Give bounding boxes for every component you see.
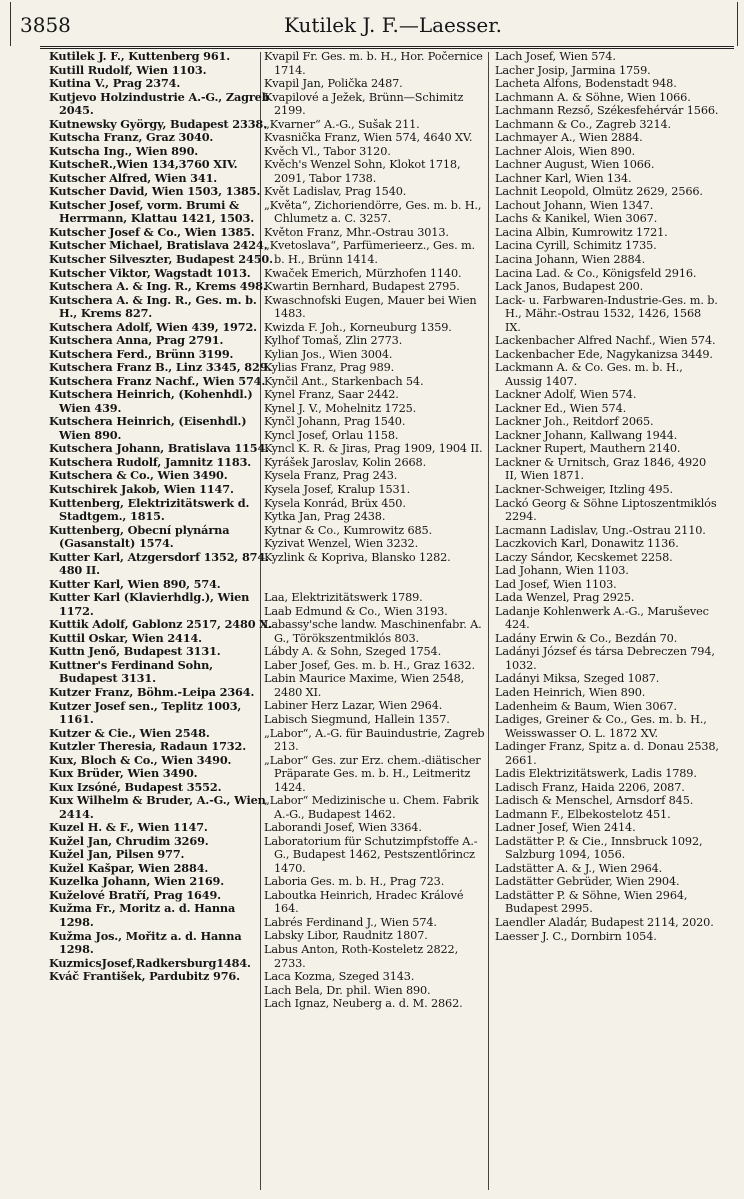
directory-entry: Kutzer & Cie., Wien 2548. bbox=[49, 725, 210, 740]
directory-entry: Ladmann F., Elbekostelotz 451. bbox=[495, 807, 671, 821]
directory-entry: Kux, Bloch & Co., Wien 3490. bbox=[49, 752, 232, 767]
directory-entry: Kužma Fr., Moritz a. d. Hanna 1298. bbox=[49, 901, 236, 929]
directory-entry: Kutter Karl (Klavierhdlg.), Wien 1172. bbox=[49, 590, 250, 618]
directory-entry: Labsky Libor, Raudnitz 1807. bbox=[264, 929, 428, 943]
directory-entry: Kvasnička Franz, Wien 574, 4640 XV. bbox=[264, 131, 473, 145]
directory-entry: Kyncl Josef, Orlau 1158. bbox=[264, 428, 399, 442]
directory-entry: Laber Josef, Ges. m. b. H., Graz 1632. bbox=[264, 658, 475, 672]
directory-entry: Lachmayer A., Wien 2884. bbox=[495, 131, 643, 145]
directory-entry: Kuželové Bratří, Prag 1649. bbox=[49, 887, 221, 902]
directory-entry: Kutscher Josef, vorm. Brumi & Herrmann, Klattau 1421, 1503. bbox=[49, 197, 254, 226]
directory-entry: „Labor“ Medizinische u. Chem. Fabrik A.-G., Budapest 1462. bbox=[264, 794, 479, 821]
directory-entry: Lad Josef, Wien 1103. bbox=[495, 577, 617, 591]
directory-entry: Kuttn Jenő, Budapest 3131. bbox=[49, 644, 221, 659]
directory-entry: Kysela Josef, Kralup 1531. bbox=[264, 483, 411, 496]
directory-entry: Lachner August, Wien 1066. bbox=[495, 158, 655, 172]
directory-entry: „Květa“, Zichoriendörre, Ges. m. b. H., Chlumetz a. C. 3257. bbox=[264, 198, 482, 226]
directory-entry: Lackner Joh., Reitdorf 2065. bbox=[495, 415, 654, 429]
directory-entry: Lábdy A. & Sohn, Szeged 1754. bbox=[264, 645, 442, 659]
directory-entry: Kutschera Adolf, Wien 439, 1972. bbox=[49, 319, 257, 334]
directory-entry: Lach Josef, Wien 574. bbox=[495, 50, 616, 63]
directory-entry: Ladner Josef, Wien 2414. bbox=[495, 821, 636, 835]
header-rule bbox=[40, 48, 734, 49]
directory-entry: Kwaschnofski Eugen, Mauer bei Wien 1483. bbox=[264, 293, 477, 321]
directory-entry: Kutzler Theresia, Radaun 1732. bbox=[49, 739, 246, 754]
directory-entry: Kutschera A. & Ing. R., Ges. m. b. H., Krems 827. bbox=[49, 292, 257, 321]
directory-entry: „Kvetoslava“, Parfümerieerz., Ges. m. b. H., Brünn 1414. bbox=[264, 239, 475, 266]
directory-entry: Kyzivat Wenzel, Wien 3232. bbox=[264, 537, 419, 551]
directory-entry: Kutschera A. & Ing. R., Krems 498. bbox=[49, 279, 267, 294]
directory-column-1 bbox=[47, 50, 273, 1192]
directory-entry: Kutschera & Co., Wien 3490. bbox=[49, 468, 228, 483]
directory-entry: Kutscher David, Wien 1503, 1385. bbox=[49, 184, 261, 199]
directory-entry: Kutzer Franz, Böhm.-Leipa 2364. bbox=[49, 684, 255, 699]
directory-entry: Kynčil Ant., Starkenbach 54. bbox=[264, 374, 424, 388]
directory-entry: Lachmann & Co., Zagreb 3214. bbox=[495, 117, 671, 131]
directory-entry: Laesser J. C., Dornbirn 1054. bbox=[495, 929, 657, 943]
directory-entry: Ladányi József és társa Debreczen 794, 1032. bbox=[495, 645, 715, 672]
left-margin-line bbox=[10, 2, 11, 46]
directory-entry: Kutscher Alfred, Wien 341. bbox=[49, 170, 218, 185]
directory-entry: Kwartin Bernhard, Budapest 2795. bbox=[264, 280, 460, 294]
directory-entry: Kynel Franz, Saar 2442. bbox=[264, 388, 399, 402]
directory-entry: Kuzelka Johann, Wien 2169. bbox=[49, 874, 225, 889]
directory-entry: Kužel Jan, Pilsen 977. bbox=[49, 847, 185, 862]
directory-entry: Kutilek J. F., Kuttenberg 961. bbox=[49, 50, 231, 63]
directory-entry: Kwaček Emerich, Mürzhofen 1140. bbox=[264, 266, 462, 280]
directory-entry: Kuttil Oskar, Wien 2414. bbox=[49, 630, 202, 645]
directory-entry: Kuttik Adolf, Gablonz 2517, 2480 X. bbox=[49, 617, 272, 632]
section-gap bbox=[262, 564, 488, 591]
directory-entry: Lacina Lad. & Co., Königsfeld 2916. bbox=[495, 266, 697, 280]
directory-entry: Kutill Rudolf, Wien 1103. bbox=[49, 62, 207, 77]
directory-entry: Labus Anton, Roth-Kosteletz 2822, 2733. bbox=[264, 943, 459, 970]
directory-entry: Laab Edmund & Co., Wien 3193. bbox=[264, 604, 448, 618]
directory-entry: Kytnar & Co., Kumrowitz 685. bbox=[264, 523, 433, 537]
directory-entry: Lacina Albin, Kumrowitz 1721. bbox=[495, 225, 668, 239]
directory-entry: Kutina V., Prag 2374. bbox=[49, 76, 181, 91]
directory-entry: Laboria Ges. m. b. H., Prag 723. bbox=[264, 875, 445, 889]
directory-entry: Kvapil Jan, Polička 2487. bbox=[264, 77, 403, 91]
directory-entry: „Labor“ Ges. zur Erz. chem.-diätischer Präparate Ges. m. b. H., Leitmeritz 1424. bbox=[264, 753, 481, 794]
directory-entry: Ladstätter P. & Söhne, Wien 2964, Budapest 2995. bbox=[495, 888, 688, 916]
directory-entry: Kutscher Silveszter, Budapest 2450. bbox=[49, 251, 273, 266]
directory-entry: Laendler Aladár, Budapest 2114, 2020. bbox=[495, 916, 714, 929]
directory-entry: Kutscha Ing., Wien 890. bbox=[49, 143, 199, 158]
directory-entry: Lad Johann, Wien 1103. bbox=[495, 564, 629, 578]
directory-entry: Lachner Karl, Wien 134. bbox=[495, 171, 632, 185]
directory-entry: Laborandi Josef, Wien 3364. bbox=[264, 821, 422, 835]
directory-entry: Ladstätter Gebrüder, Wien 2904. bbox=[495, 875, 680, 889]
directory-entry: Kux Wilhelm & Bruder, A.-G., Wien 2414. bbox=[49, 793, 266, 821]
directory-entry: Lackner & Urnitsch, Graz 1846, 4920 II, Wien 1871. bbox=[495, 455, 707, 483]
directory-entry: Kutzer Josef sen., Teplitz 1003, 1161. bbox=[49, 698, 242, 727]
directory-entry: Lackenbacher Alfred Nachf., Wien 574. bbox=[495, 334, 716, 348]
page-number: 3858 bbox=[20, 13, 71, 37]
directory-entry: Kutschera Heinrich, (Eisenhdl.) Wien 890. bbox=[49, 414, 247, 442]
directory-entry: Lachnit Leopold, Olmütz 2629, 2566. bbox=[495, 185, 703, 199]
directory-entry: Lack- u. Farbwaren-Industrie-Ges. m. b. H., Mähr.-Ostrau 1532, 1426, 1568 IX. bbox=[495, 293, 718, 334]
directory-entry: Kysela Franz, Prag 243. bbox=[264, 469, 398, 483]
directory-entry: Lada Wenzel, Prag 2925. bbox=[495, 591, 635, 605]
directory-entry: Lacheta Alfons, Bodenstadt 948. bbox=[495, 77, 677, 91]
directory-entry: Kváč František, Pardubitz 976. bbox=[49, 969, 240, 984]
directory-entry: Laden Heinrich, Wien 890. bbox=[495, 685, 646, 699]
directory-entry: Kutschera Heinrich, (Kohenhdl.) Wien 439. bbox=[49, 387, 253, 415]
directory-entry: Lachs & Kanikel, Wien 3067. bbox=[495, 212, 658, 226]
directory-entry: Ladisch & Menschel, Arnsdorf 845. bbox=[495, 794, 694, 808]
directory-entry: Laboratorium für Schutzimpfstoffe A.-G., Budapest 1462, Pestszentlőrincz 1470. bbox=[264, 834, 478, 875]
directory-entry: Ladstätter P. & Cie., Innsbruck 1092, Salzburg 1094, 1056. bbox=[495, 834, 703, 862]
directory-entry: Kužel Kašpar, Wien 2884. bbox=[49, 860, 209, 875]
directory-entry: Ladenheim & Baum, Wien 3067. bbox=[495, 699, 677, 713]
directory-entry: Kutschera Ferd., Brünn 3199. bbox=[49, 346, 234, 361]
directory-entry: Lackner Adolf, Wien 574. bbox=[495, 388, 637, 402]
directory-entry: Labisch Siegmund, Hallein 1357. bbox=[264, 712, 450, 726]
directory-entry: Kužma Jos., Mořitz a. d. Hanna 1298. bbox=[49, 928, 242, 957]
directory-entry: Kutter Karl, Atzgersdorf 1352, 874. 480 II. bbox=[49, 549, 269, 578]
directory-entry: Labiner Herz Lazar, Wien 2964. bbox=[264, 699, 443, 713]
directory-entry: Lackenbacher Ede, Nagykanizsa 3449. bbox=[495, 347, 713, 361]
directory-entry: Lacina Johann, Wien 2884. bbox=[495, 252, 646, 266]
directory-entry: Kutschera Anna, Prag 2791. bbox=[49, 333, 224, 348]
directory-entry: Labin Maurice Maxime, Wien 2548, 2480 XI. bbox=[264, 672, 465, 699]
directory-entry: Lack Janos, Budapest 200. bbox=[495, 280, 644, 294]
directory-entry: Lachmann Rezső, Székesfehérvár 1566. bbox=[495, 104, 719, 118]
directory-entry: Ladanje Kohlenwerk A.-G., Maruševec 424. bbox=[495, 604, 709, 632]
directory-entry: Kužel Jan, Chrudim 3269. bbox=[49, 833, 209, 848]
directory-entry: Květon Franz, Mhr.-Ostrau 3013. bbox=[264, 225, 449, 239]
directory-entry: Kuttenberg, Obecní plynárna (Gasanstalt) 1574. bbox=[49, 522, 230, 551]
directory-entry: Lackner-Schweiger, Itzling 495. bbox=[495, 483, 673, 496]
directory-entry: Kyrášek Jaroslav, Kolin 2668. bbox=[264, 455, 427, 469]
directory-column-2 bbox=[262, 50, 488, 1192]
directory-entry: Ladiges, Greiner & Co., Ges. m. b. H., Weisswasser O. L. 1872 XV. bbox=[495, 713, 707, 740]
directory-entry: Ladstätter A. & J., Wien 2964. bbox=[495, 861, 663, 875]
directory-entry: Laczkovich Karl, Donawitz 1136. bbox=[495, 537, 679, 551]
directory-entry: Kuzel H. & F., Wien 1147. bbox=[49, 820, 208, 835]
directory-entry: Lackner Ed., Wien 574. bbox=[495, 401, 627, 415]
directory-entry: Kutscha Franz, Graz 3040. bbox=[49, 130, 214, 145]
directory-entry: Laboutka Heinrich, Hradec Králové 164. bbox=[264, 888, 464, 916]
directory-entry: Lach Bela, Dr. phil. Wien 890. bbox=[264, 983, 431, 997]
directory-entry: Kutter Karl, Wien 890, 574. bbox=[49, 576, 221, 591]
directory-entry: Lachout Johann, Wien 1347. bbox=[495, 198, 654, 212]
directory-entry: Lacmann Ladislav, Ung.-Ostrau 2110. bbox=[495, 523, 706, 537]
directory-entry: Ladány Erwin & Co., Bezdán 70. bbox=[495, 631, 678, 645]
directory-entry: Ladányi Miksa, Szeged 1087. bbox=[495, 672, 660, 686]
directory-entry: Květ Ladislav, Prag 1540. bbox=[264, 185, 407, 199]
column-divider bbox=[488, 52, 489, 1190]
directory-entry: „Kvarner“ A.-G., Sušak 211. bbox=[264, 117, 420, 131]
directory-entry: Lackner Johann, Kallwang 1944. bbox=[495, 428, 678, 442]
directory-entry: Kyncl K. R. & Jiras, Prag 1909, 1904 II. bbox=[264, 442, 483, 456]
directory-entry: Lackmann A. & Co. Ges. m. b. H., Aussig 1407. bbox=[495, 361, 683, 388]
directory-entry: Kynel J. V., Mohelnitz 1725. bbox=[264, 401, 417, 415]
directory-entry: Kyzlink & Kopriva, Blansko 1282. bbox=[264, 550, 451, 564]
directory-entry: KutscheR.,Wien 134,3760 XIV. bbox=[49, 157, 238, 172]
directory-entry: Kutnewsky György, Budapest 2338. bbox=[49, 116, 267, 131]
directory-entry: Lacina Cyrill, Schimitz 1735. bbox=[495, 239, 657, 253]
directory-entry: Kutschera Franz Nachf., Wien 574. bbox=[49, 373, 266, 388]
directory-entry: Kutscher Viktor, Wagstadt 1013. bbox=[49, 265, 251, 280]
directory-entry: Kutscher Josef & Co., Wien 1385. bbox=[49, 224, 255, 239]
right-margin-line bbox=[737, 2, 738, 46]
directory-entry: Kux Izsóné, Budapest 3552. bbox=[49, 779, 222, 794]
directory-entry: Kylian Jos., Wien 3004. bbox=[264, 347, 393, 361]
directory-entry: Kvapil Fr. Ges. m. b. H., Hor. Počernice 1714. bbox=[264, 50, 483, 77]
directory-entry: Kutschirek Jakob, Wien 1147. bbox=[49, 482, 234, 496]
page-title: Kutilek J. F.—Laesser. bbox=[284, 13, 502, 37]
directory-entry: Ladisch Franz, Haida 2206, 2087. bbox=[495, 780, 685, 794]
directory-entry: Kuttenberg, Elektrizitätswerk d. Stadtgem., 1815. bbox=[49, 495, 250, 524]
directory-entry: Laczy Sándor, Kecskemet 2258. bbox=[495, 550, 673, 564]
directory-entry: Lackó Georg & Söhne Liptoszentmiklós 2294. bbox=[495, 496, 717, 524]
directory-entry: Laa, Elektrizitätswerk 1789. bbox=[264, 591, 423, 605]
directory-entry: Kylhof Tomaš, Zlin 2773. bbox=[264, 334, 403, 348]
directory-entry: Kysela Konrád, Brüx 450. bbox=[264, 496, 406, 510]
directory-entry: Kutschera Franz B., Linz 3345, 829. bbox=[49, 360, 272, 375]
directory-entry: Laca Kozma, Szeged 3143. bbox=[264, 970, 415, 984]
directory-entry: Kutscher Michael, Bratislava 2424. bbox=[49, 238, 268, 253]
directory-entry: Lach Ignaz, Neuberg a. d. M. 2862. bbox=[264, 997, 463, 1011]
directory-entry: Kwizda F. Joh., Korneuburg 1359. bbox=[264, 320, 452, 334]
directory-entry: Kylias Franz, Prag 989. bbox=[264, 361, 395, 375]
directory-entry: Kutschera Johann, Bratislava 1154. bbox=[49, 441, 269, 456]
directory-entry: Kutjevo Holzindustrie A.-G., Zagreb 2045. bbox=[49, 89, 270, 118]
directory-entry: Lachmann A. & Söhne, Wien 1066. bbox=[495, 90, 691, 104]
directory-entry: Kvapilové a Ježek, Brünn—Schimitz 2199. bbox=[264, 90, 464, 118]
header-rule bbox=[40, 46, 734, 47]
directory-entry: Labassy'sche landw. Maschinenfabr. A. G., Törökszentmiklós 803. bbox=[264, 618, 482, 645]
directory-entry: Kux Brüder, Wien 3490. bbox=[49, 766, 198, 781]
directory-entry: KuzmicsJosef,Radkersburg1484. bbox=[49, 955, 251, 970]
directory-entry: Lachner Alois, Wien 890. bbox=[495, 144, 636, 158]
directory-column-3 bbox=[493, 50, 719, 1192]
directory-entry: Kvěch's Wenzel Sohn, Klokot 1718, 2091, Tabor 1738. bbox=[264, 158, 461, 185]
directory-entry: Lackner Rupert, Mauthern 2140. bbox=[495, 442, 681, 456]
directory-entry: Labrés Ferdinand J., Wien 574. bbox=[264, 915, 437, 929]
directory-entry: Kytka Jan, Prag 2438. bbox=[264, 510, 386, 524]
directory-entry: Kutschera Rudolf, Jamnitz 1183. bbox=[49, 454, 252, 469]
directory-entry: Lacher Josip, Jarmina 1759. bbox=[495, 63, 651, 77]
directory-entry: Kvěch Vl., Tabor 3120. bbox=[264, 144, 391, 158]
directory-entry: Ladinger Franz, Spitz a. d. Donau 2538, 2661. bbox=[495, 740, 719, 767]
directory-entry: Kynčl Johann, Prag 1540. bbox=[264, 415, 406, 429]
directory-entry: Ladis Elektrizitätswerk, Ladis 1789. bbox=[495, 767, 697, 781]
directory-entry: „Labor“, A.-G. für Bauindustrie, Zagreb 213. bbox=[264, 726, 485, 754]
directory-entry: Kuttner's Ferdinand Sohn, Budapest 3131. bbox=[49, 657, 213, 686]
